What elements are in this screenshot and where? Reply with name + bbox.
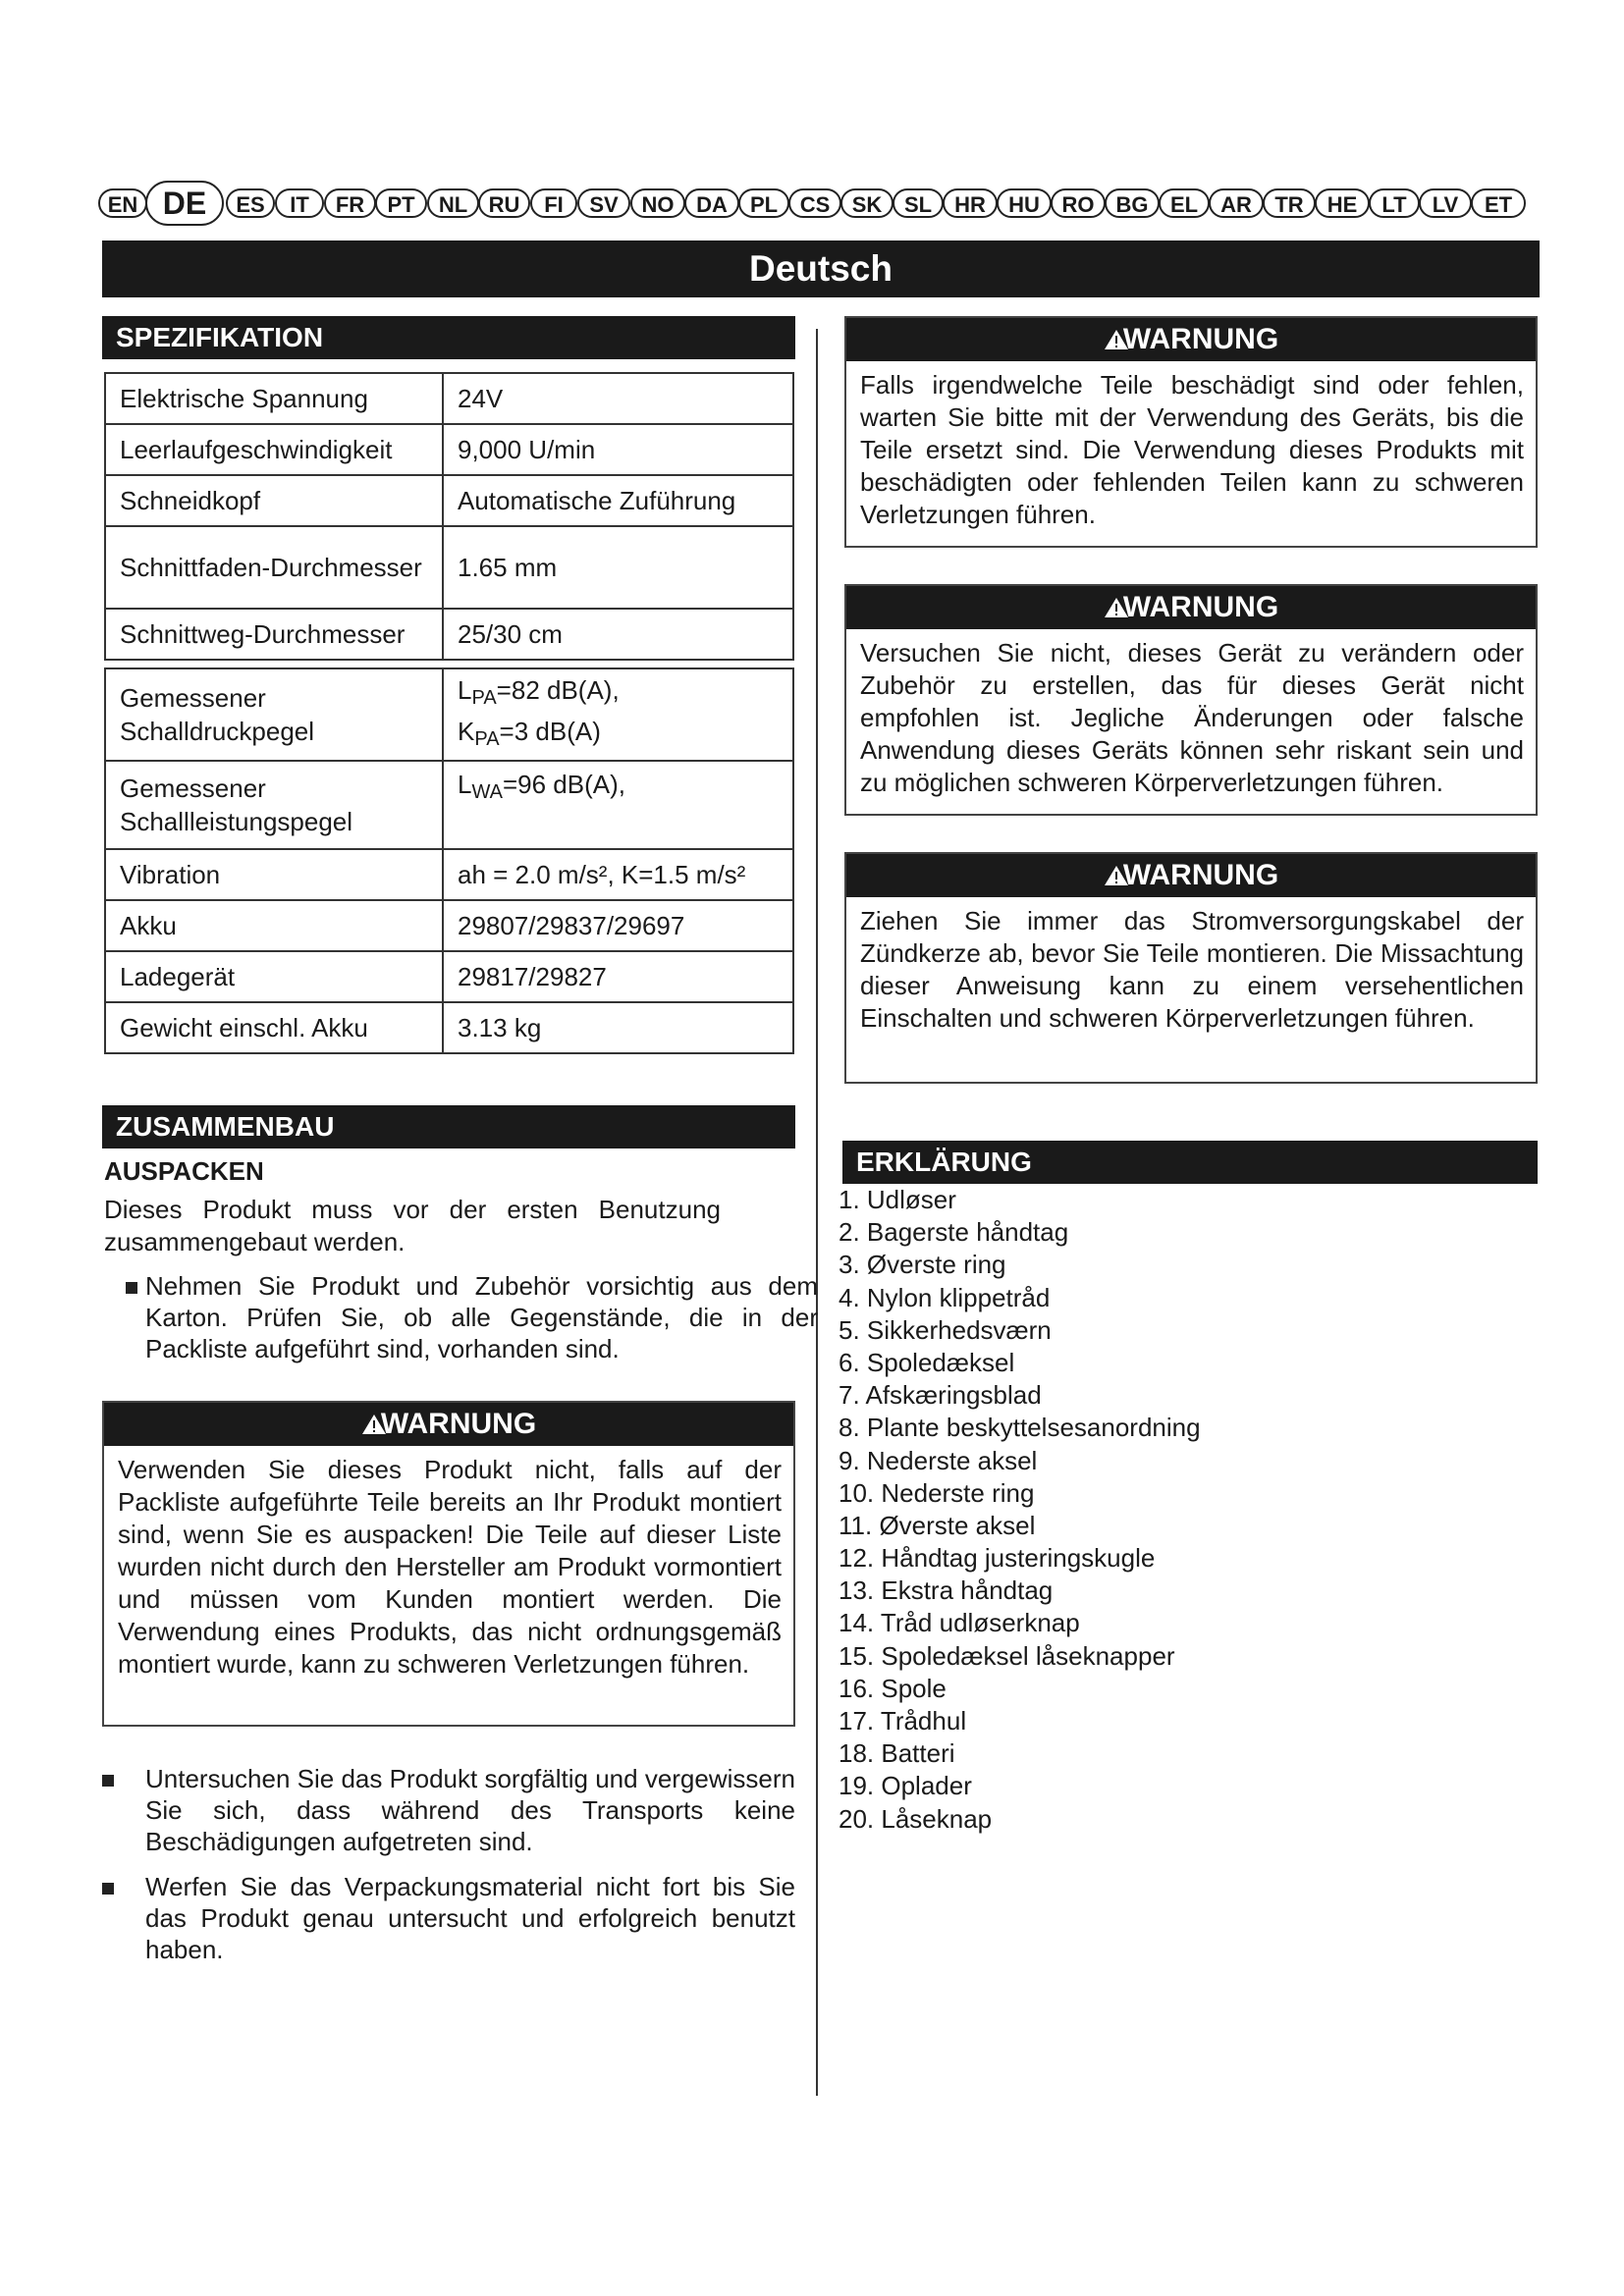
bullet-square-icon bbox=[126, 1282, 137, 1294]
list-item: 17. Trådhul bbox=[839, 1706, 967, 1735]
list-item: 7. Afskæringsblad bbox=[839, 1380, 1042, 1411]
table-row bbox=[105, 475, 793, 526]
list-item: 3. Øverste ring bbox=[839, 1250, 1006, 1280]
spec-label: Gewicht einschl. Akku bbox=[105, 1002, 443, 1053]
list-item: 20. Låseknap bbox=[839, 1803, 993, 1834]
spec-label: Vibration bbox=[105, 849, 443, 900]
list-item: 14. Tråd udløserknap bbox=[839, 1608, 1080, 1638]
list-item: 8. Plante beskyttelsesanordning bbox=[839, 1413, 1201, 1443]
language-selector bbox=[98, 181, 1551, 232]
table-row bbox=[105, 668, 793, 761]
lang-tab-it[interactable]: IT bbox=[275, 188, 324, 218]
lang-tab-fr[interactable]: FR bbox=[324, 188, 376, 218]
list-item: 15. Spoledæksel låseknapper bbox=[839, 1640, 1175, 1671]
lang-tab-ru[interactable]: RU bbox=[478, 188, 530, 218]
spec-label: Akku bbox=[105, 900, 443, 951]
warning-header: WARNUNG bbox=[846, 854, 1536, 897]
warning-text: Ziehen Sie immer das Stromversorgungskabel der Zündkerze ab, bevor Sie Teile montieren. Die Missachtung dieser Anweisung kann zu einem versehentlichen Einschalten und schweren Körperverletzungen führen. bbox=[860, 906, 1524, 1033]
warning-box-spark-plug bbox=[844, 852, 1538, 1084]
warning-triangle-icon bbox=[1104, 597, 1129, 618]
spec-label: Gemessener Schalldruckpegel bbox=[105, 668, 443, 761]
spec-label: Gemessener Schallleistungspegel bbox=[105, 761, 443, 849]
lang-tab-hu[interactable]: HU bbox=[997, 188, 1052, 218]
lang-tab-sk[interactable]: SK bbox=[840, 188, 893, 218]
list-item: 12. Håndtag justeringskugle bbox=[839, 1543, 1156, 1574]
warning-header: WARNUNG bbox=[846, 586, 1536, 629]
table-row bbox=[105, 424, 793, 475]
spec-label: Elektrische Spannung bbox=[105, 373, 443, 424]
list-item: Untersuchen Sie das Produkt sorgfältig und vergewissern Sie sich, dass während des Transports keine Beschädigungen aufgetreten sind. bbox=[102, 1763, 795, 1857]
list-item: 16. Spole bbox=[839, 1673, 947, 1703]
spec-value: 29807/29837/29697 bbox=[443, 900, 793, 951]
lang-tab-sv[interactable]: SV bbox=[577, 188, 630, 218]
spec-value: ah = 2.0 m/s², K=1.5 m/s² bbox=[443, 849, 793, 900]
kpa-value: $K_{PA}=3$ dB(A) bbox=[458, 717, 601, 750]
spec-value: 3.13 kg bbox=[443, 1002, 793, 1053]
bullet-square-icon bbox=[102, 1883, 114, 1895]
spec-label: Schnittweg-Durchmesser bbox=[105, 609, 443, 660]
list-item: 6. Spoledæksel bbox=[839, 1347, 1015, 1377]
bullet-square-icon bbox=[102, 1775, 114, 1787]
list-item: 19. Oplader bbox=[839, 1771, 972, 1801]
lang-tab-ar[interactable]: AR bbox=[1209, 188, 1264, 218]
spec-value: Automatische Zuführung bbox=[443, 475, 793, 526]
warning-header: WARNUNG bbox=[846, 318, 1536, 361]
assembly-intro: Dieses Produkt muss vor der ersten Benutzung zusammengebaut werden. bbox=[104, 1195, 721, 1256]
warning-box-damaged-parts bbox=[844, 316, 1538, 548]
table-row bbox=[105, 1002, 793, 1053]
lang-tab-nl[interactable]: NL bbox=[427, 188, 479, 218]
table-row bbox=[105, 849, 793, 900]
lang-tab-ro[interactable]: RO bbox=[1051, 188, 1106, 218]
warning-header: WARNUNG bbox=[104, 1403, 793, 1446]
list-item: 5. Sikkerhedsværn bbox=[839, 1314, 1052, 1345]
spec-value: 25/30 cm bbox=[443, 609, 793, 660]
spec-label: Schneidkopf bbox=[105, 475, 443, 526]
list-item: 18. Batteri bbox=[839, 1738, 955, 1769]
table-row bbox=[105, 609, 793, 660]
lang-tab-no[interactable]: NO bbox=[630, 188, 685, 218]
spec-value bbox=[443, 668, 793, 761]
column-divider bbox=[816, 329, 818, 2096]
table-row bbox=[105, 951, 793, 1002]
warning-triangle-icon bbox=[1104, 865, 1129, 886]
assembly-section-title: ZUSAMMENBAU bbox=[102, 1105, 795, 1148]
list-item: Nehmen Sie Produkt und Zubehör vorsichtig aus dem Karton. Prüfen Sie, ob alle Gegenstände, die in der Packliste aufgeführt sind, vorhanden sind. bbox=[126, 1270, 818, 1364]
lwa-value: $L_{WA}=96$ dB(A), bbox=[458, 770, 625, 803]
spec-label: Ladegerät bbox=[105, 951, 443, 1002]
lang-tab-fi[interactable]: FI bbox=[530, 188, 577, 218]
lang-tab-pt[interactable]: PT bbox=[375, 188, 427, 218]
spec-value bbox=[443, 761, 793, 849]
spec-value: 24V bbox=[443, 373, 793, 424]
spec-table-basic bbox=[104, 372, 794, 661]
language-title: Deutsch bbox=[102, 240, 1540, 297]
table-row bbox=[105, 526, 793, 609]
list-item: 2. Bagerste håndtag bbox=[839, 1217, 1069, 1248]
list-item: 1. Udløser bbox=[839, 1185, 956, 1214]
spec-value: 9,000 U/min bbox=[443, 424, 793, 475]
lang-tab-de[interactable]: DE bbox=[145, 181, 224, 226]
lpa-value: $L_{PA}=82$ dB(A), bbox=[458, 675, 620, 709]
lang-tab-cs[interactable]: CS bbox=[788, 188, 841, 218]
lang-tab-lv[interactable]: LV bbox=[1419, 188, 1472, 218]
lang-tab-en[interactable]: EN bbox=[98, 188, 147, 218]
unpacking-heading: AUSPACKEN bbox=[104, 1156, 264, 1186]
warning-box-modification bbox=[844, 584, 1538, 816]
warning-text: Versuchen Sie nicht, dieses Gerät zu verändern oder Zubehör zu erstellen, das für dieses Gerät nicht empfohlen ist. Jegliche Änderungen oder falsche Anwendung dieses Geräts können sehr riskant sein und zu möglichen schweren Körperverletzungen führen. bbox=[860, 638, 1524, 797]
lang-tab-da[interactable]: DA bbox=[684, 188, 739, 218]
table-row bbox=[105, 900, 793, 951]
lang-tab-et[interactable]: ET bbox=[1471, 188, 1526, 218]
list-item: 10. Nederste ring bbox=[839, 1477, 1035, 1508]
lang-tab-hr[interactable]: HR bbox=[943, 188, 998, 218]
warning-triangle-icon bbox=[361, 1414, 387, 1435]
list-item: 4. Nylon klippetråd bbox=[839, 1282, 1051, 1312]
list-item: Werfen Sie das Verpackungsmaterial nicht fort bis Sie das Produkt genau untersucht und erfolgreich benutzt haben. bbox=[102, 1871, 795, 1965]
spec-label: Leerlaufgeschwindigkeit bbox=[105, 424, 443, 475]
warning-text: Falls irgendwelche Teile beschädigt sind oder fehlen, warten Sie bitte mit der Verwendung des Geräts, bis die Teile ersetzt sind. Die Verwendung dieses Produkts mit beschädigten oder fehlenden Teilen kann zu schweren Verletzungen führen. bbox=[860, 370, 1524, 529]
table-row bbox=[105, 761, 793, 849]
spec-label: Schnittfaden-Durchmesser bbox=[105, 526, 443, 609]
lang-tab-el[interactable]: EL bbox=[1159, 188, 1210, 218]
lang-tab-es[interactable]: ES bbox=[226, 188, 275, 218]
lang-tab-tr[interactable]: TR bbox=[1263, 188, 1316, 218]
lang-tab-lt[interactable]: LT bbox=[1369, 188, 1420, 218]
warning-box-unpacking bbox=[102, 1401, 795, 1727]
list-item: 9. Nederste aksel bbox=[839, 1445, 1038, 1475]
parts-legend-list bbox=[839, 1184, 1201, 1836]
spec-section-title: SPEZIFIKATION bbox=[102, 316, 795, 359]
spec-value: 1.65 mm bbox=[443, 526, 793, 609]
lang-tab-sl[interactable]: SL bbox=[893, 188, 944, 218]
table-row bbox=[105, 373, 793, 424]
spec-table-measurements bbox=[104, 667, 794, 1054]
legend-section-title: ERKLÄRUNG bbox=[842, 1141, 1538, 1184]
list-item: 13. Ekstra håndtag bbox=[839, 1575, 1054, 1606]
lang-tab-he[interactable]: HE bbox=[1315, 188, 1370, 218]
lang-tab-pl[interactable]: PL bbox=[738, 188, 789, 218]
warning-text: Verwenden Sie dieses Produkt nicht, falls auf der Packliste aufgeführte Teile bereits an Ihr Produkt montiert sind, wenn Sie es auspacken! Die Teile auf dieser Liste wurden nicht durch den Hersteller am Produkt vormontiert und müssen vom Kunden montiert werden. Die Verwendung eines Produkts, das nicht ordnungsgemäß montiert wurde, kann zu schweren Verletzungen führen. bbox=[118, 1455, 782, 1679]
list-item: 11. Øverste aksel bbox=[839, 1510, 1036, 1540]
lang-tab-bg[interactable]: BG bbox=[1105, 188, 1160, 218]
spec-value: 29817/29827 bbox=[443, 951, 793, 1002]
warning-triangle-icon bbox=[1104, 329, 1129, 350]
